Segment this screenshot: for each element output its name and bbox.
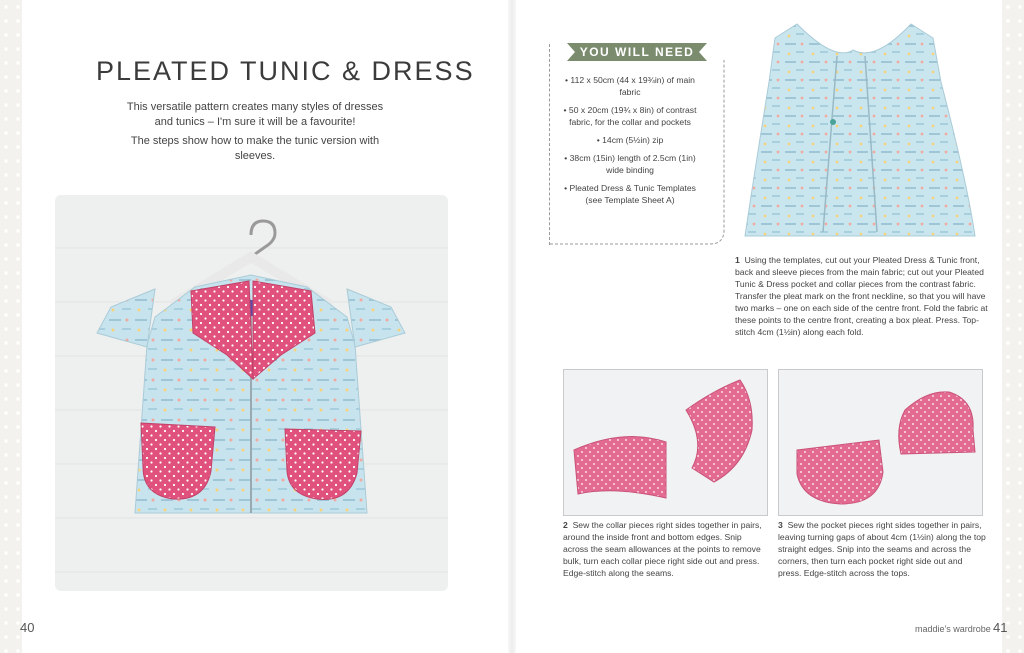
materials-item: • 112 x 50cm (44 x 19¾in) of main fabric bbox=[565, 75, 695, 97]
page-number-left: 40 bbox=[20, 620, 35, 635]
step-text: Using the templates, cut out your Pleated Dress & Tunic front, back and sleeve pieces from the main fabric; cut out your Pleated Tunic & Dress pocket and collar pieces from the contrast fabric. Transfer the pleat mark on the front neckline, so that you will have two marks – one on each side of the centre front. Fold the fabric at these points to the centre front, creating a box pleat. Press. Top-stitch 4cm (1½in) along each fold. bbox=[735, 255, 988, 337]
materials-list bbox=[555, 74, 705, 212]
step-text: Sew the collar pieces right sides together in pairs, around the inside front and bottom edges. Snip across the seam allowances at the points to remove bulk, turn each collar piece right side out and press. Edge-stitch along the seams. bbox=[563, 520, 762, 578]
materials-item: • 38cm (15in) length of 2.5cm (1in) wide binding bbox=[564, 153, 696, 175]
collar-pieces-photo bbox=[563, 369, 768, 516]
running-footer: maddie's wardrobe bbox=[915, 624, 991, 634]
you-will-need-heading-wrap bbox=[567, 39, 707, 65]
page-edge-right bbox=[1002, 0, 1024, 653]
intro-paragraph-1: This versatile pattern creates many styles of dresses and tunics – I'm sure it will be a favourite! bbox=[126, 101, 384, 128]
book-gutter bbox=[508, 0, 516, 653]
pocket-pieces-photo bbox=[778, 369, 983, 516]
step-number: 2 bbox=[563, 520, 568, 530]
page-number-right: 41 bbox=[993, 620, 1008, 635]
step-text: Sew the pocket pieces right sides together in pairs, leaving turning gaps of about 4cm (1½in) along the top straight edges. Snip into the seams and across the corners, then turn each pocket right side out and press. Edge-stitch across the tops. bbox=[778, 520, 986, 578]
step-3 bbox=[778, 519, 988, 579]
intro-paragraph-2: The steps show how to make the tunic version with sleeves. bbox=[130, 135, 380, 162]
pleated-front-photo bbox=[735, 22, 985, 250]
page-title: PLEATED TUNIC & DRESS bbox=[96, 56, 475, 86]
you-will-need-heading: YOU WILL NEED bbox=[579, 45, 695, 59]
page-edge-left bbox=[0, 0, 22, 653]
step-number: 3 bbox=[778, 520, 783, 530]
tunic-on-hanger-photo bbox=[55, 195, 448, 591]
materials-item: • 14cm (5½in) zip bbox=[596, 135, 664, 145]
step-number: 1 bbox=[735, 255, 740, 265]
materials-item: • 50 x 20cm (19¾ x 8in) of contrast fabric, for the collar and pockets bbox=[563, 105, 697, 127]
step-1 bbox=[735, 254, 990, 338]
materials-item: • Pleated Dress & Tunic Templates (see Template Sheet A) bbox=[564, 183, 696, 205]
step-2 bbox=[563, 519, 768, 579]
